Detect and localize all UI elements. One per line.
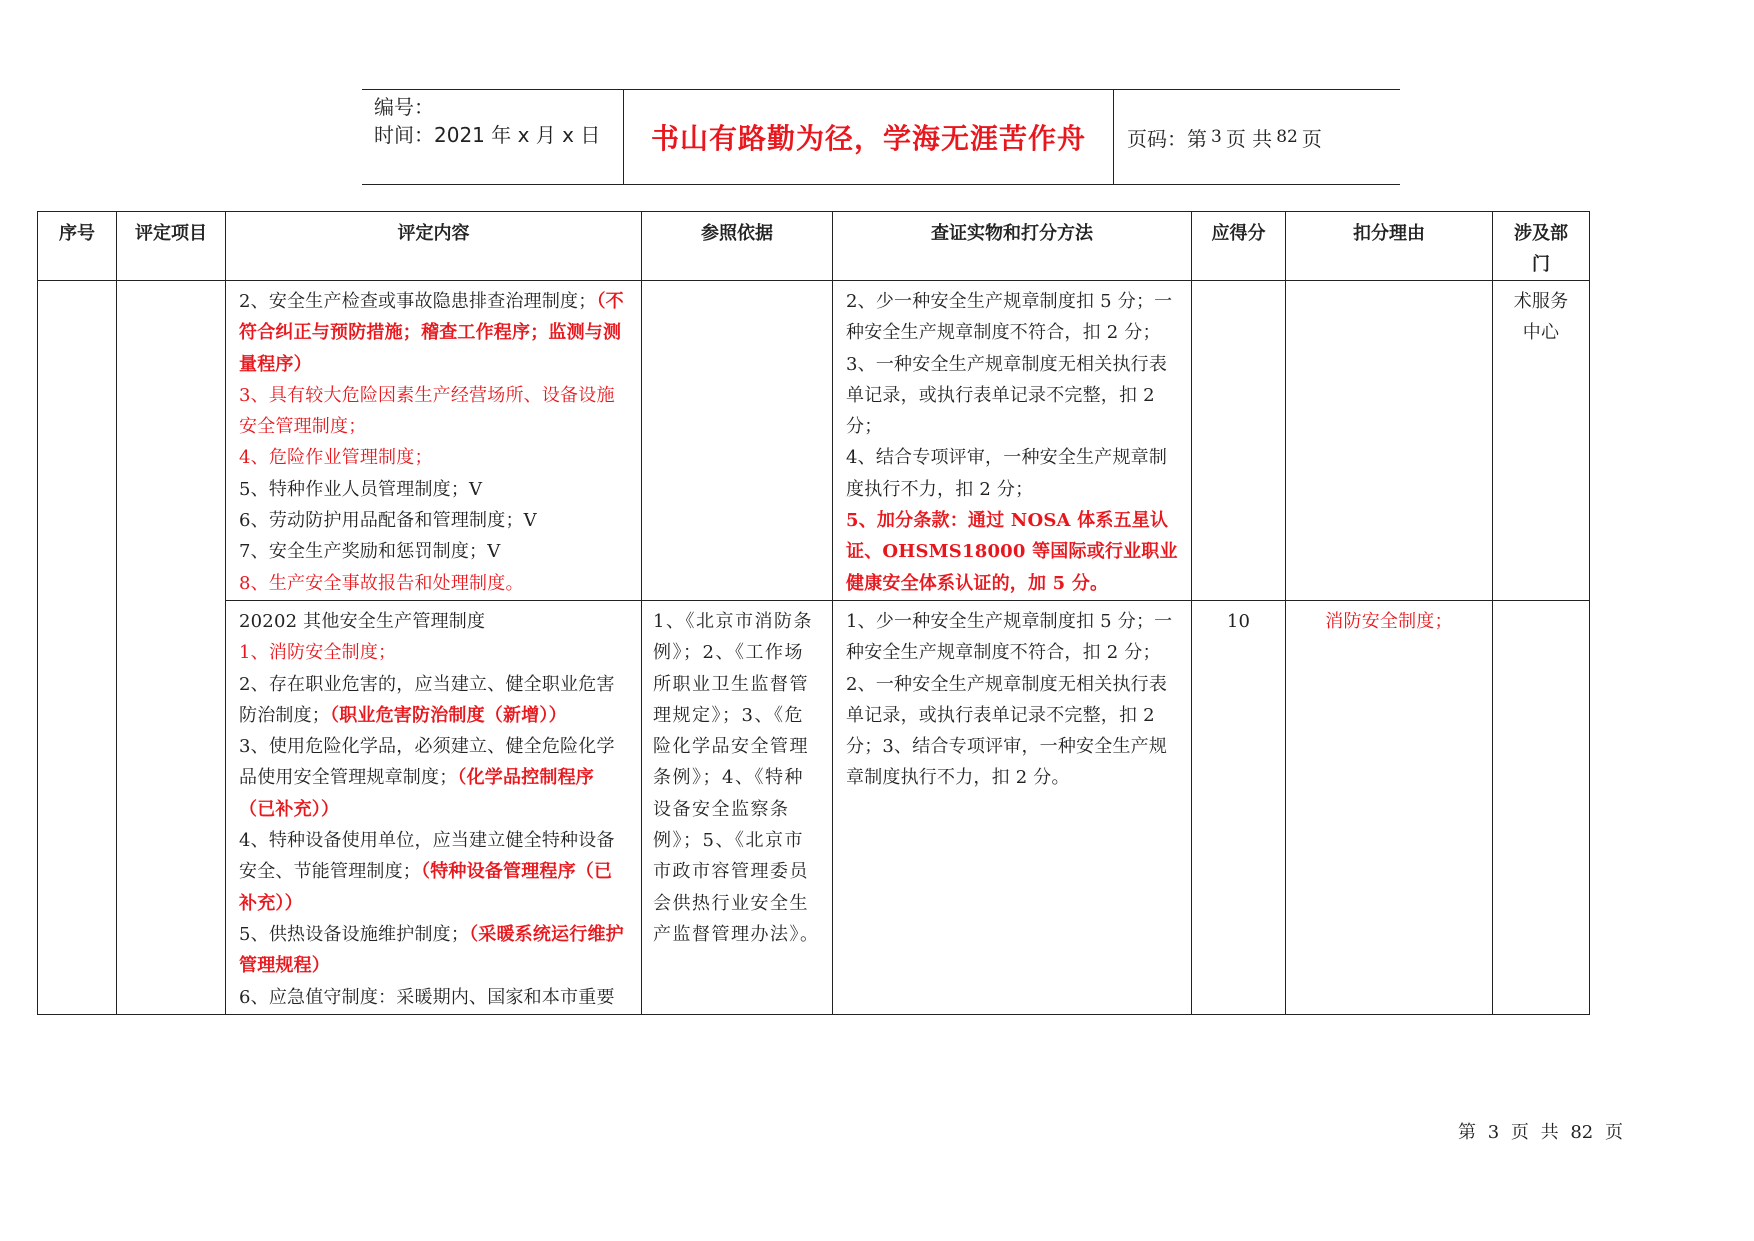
content-cell bbox=[226, 600, 642, 1014]
content-line: （不符合纠正与预防措施；稽查工作程序；监测与测量程序） bbox=[239, 291, 624, 375]
page-mid: 页 共 bbox=[1225, 126, 1273, 151]
content-line: 6、应急值守制度：采暖期内、国家和本市重要 bbox=[239, 986, 615, 1008]
basis-cell bbox=[642, 600, 833, 1014]
reason-cell bbox=[1286, 281, 1493, 601]
content-line: 4、特种设备使用单位，应当建立健全特种设备安全、节能管理制度； bbox=[239, 830, 615, 883]
page-prefix: 页码：第 bbox=[1127, 126, 1207, 151]
table-row bbox=[38, 281, 1590, 601]
method-line: 5、加分条款：通过 NOSA 体系五星认证、OHSMS18000 等国际或行业职业健康安全体系认证的，加 5 分。 bbox=[846, 510, 1178, 594]
reason-cell bbox=[1286, 600, 1493, 1014]
content-text bbox=[227, 602, 640, 1013]
header-cell-index: 序号 bbox=[38, 212, 117, 281]
header-cell-reason: 扣分理由 bbox=[1286, 212, 1493, 281]
index-cell bbox=[38, 281, 117, 1015]
basis-cell bbox=[642, 281, 833, 601]
page-total: 82 bbox=[1276, 127, 1298, 147]
content-cell bbox=[226, 281, 642, 601]
header-cell-content: 评定内容 bbox=[226, 212, 642, 281]
document-header bbox=[362, 89, 1400, 185]
score-cell bbox=[1192, 600, 1286, 1014]
content-line: （采暖系统运行维护管理规程） bbox=[239, 923, 624, 977]
time-label: 时间：2021 年 x 月 x 日 bbox=[374, 123, 601, 147]
method-cell bbox=[833, 600, 1192, 1014]
score-cell bbox=[1192, 281, 1286, 601]
content-line: 20202 其他安全生产管理制度 bbox=[239, 610, 486, 632]
content-line: 2、存在职业危害的，应当建立、健全职业危害防治制度； bbox=[239, 673, 615, 726]
basis-text: 1、《北京市消防条例》；2、《工作场所职业卫生监督管理规定》；3、《危险化学品安全管理条例》；4、《特种设备安全监察条例》；5、《北京市市政市容管理委员会供热行业安全生产监督管理办法》。 bbox=[653, 610, 820, 945]
content-line: （职业危害防治制度（新增）） bbox=[330, 704, 567, 726]
number-label: 编号： bbox=[374, 95, 434, 119]
header-cell-basis: 参照依据 bbox=[642, 212, 833, 281]
method-text bbox=[834, 282, 1190, 599]
content-line: 6、劳动防护用品配备和管理制度；V bbox=[239, 510, 537, 532]
dept-text: 术服务中心 bbox=[1513, 291, 1569, 344]
header-meta bbox=[362, 90, 624, 184]
header-cell-method: 查证实物和打分方法 bbox=[833, 212, 1192, 281]
score-value: 10 bbox=[1226, 610, 1251, 632]
page-current: 3 bbox=[1211, 127, 1222, 147]
method-text: 1、少一种安全生产规章制度扣 5 分；一种安全生产规章制度不符合，扣 2 分；2、一种安全生产规章制度无相关执行表单记录，或执行表单记录不完整，扣 2 分；3、结合专项评审，一种安全生产规章制度执行不力，扣 2 分。 bbox=[846, 610, 1173, 789]
table-header-row bbox=[38, 212, 1590, 281]
content-line: 3、具有较大危险因素生产经营场所、设备设施安全管理制度； bbox=[239, 384, 615, 438]
header-cell-score: 应得分 bbox=[1192, 212, 1286, 281]
content-line: 1、消防安全制度； bbox=[239, 642, 397, 664]
evaluation-table bbox=[37, 211, 1590, 1015]
content-line: 7、安全生产奖励和惩罚制度；V bbox=[239, 541, 501, 563]
header-motto: 书山有路勤为径，学海无涯苦作舟 bbox=[624, 90, 1114, 184]
content-line: 2、安全生产检查或事故隐患排查治理制度； bbox=[239, 291, 597, 312]
method-line: 2、少一种安全生产规章制度扣 5 分；一种安全生产规章制度不符合，扣 2 分； bbox=[846, 291, 1173, 344]
dept-cell bbox=[1493, 600, 1590, 1014]
header-page-indicator bbox=[1114, 90, 1400, 184]
dept-cell bbox=[1493, 281, 1590, 601]
table-row bbox=[38, 600, 1590, 1014]
content-line: 4、危险作业管理制度； bbox=[239, 447, 433, 469]
content-line: 3、使用危险化学品，必须建立、健全危险化学品使用安全管理规章制度； bbox=[239, 736, 615, 789]
content-line: 5、特种作业人员管理制度；V bbox=[239, 478, 483, 500]
reason-text: 消防安全制度； bbox=[1325, 610, 1453, 632]
content-line: 8、生产安全事故报告和处理制度。 bbox=[239, 572, 524, 594]
method-cell bbox=[833, 281, 1192, 601]
page-suffix: 页 bbox=[1301, 126, 1322, 151]
method-line: 3、一种安全生产规章制度无相关执行表单记录，或执行表单记录不完整，扣 2 分； bbox=[846, 353, 1168, 438]
page-footer: 第 3 页 共 82 页 bbox=[1458, 1122, 1623, 1143]
header-cell-dept: 涉及部门 bbox=[1493, 212, 1590, 281]
content-line: （特种设备管理程序（已补充）） bbox=[239, 861, 613, 914]
content-line: （化学品控制程序（已补充）） bbox=[239, 767, 595, 820]
method-line: 4、结合专项评审，一种安全生产规章制度执行不力，扣 2 分； bbox=[846, 447, 1168, 500]
content-line: 5、供热设备设施维护制度； bbox=[239, 923, 470, 945]
content-text bbox=[227, 282, 640, 599]
item-cell bbox=[117, 281, 226, 1015]
header-cell-item: 评定项目 bbox=[117, 212, 226, 281]
